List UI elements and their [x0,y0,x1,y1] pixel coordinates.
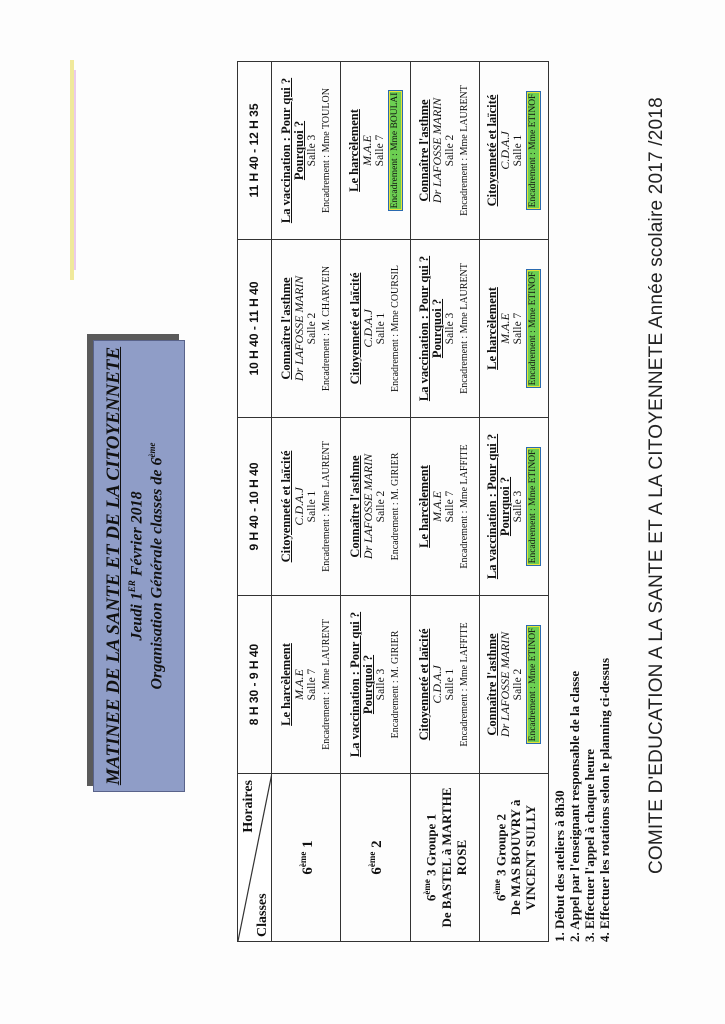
room-label: Salle 7 [444,490,457,523]
banner-organisation: Organisation Générale classes de 6ème [147,442,166,690]
schedule-table [237,61,549,942]
supervisor-line [525,240,541,417]
session-cell [272,418,341,596]
supervisor-label: Encadrement : Mme TOULON [320,88,332,213]
activity-title: Le harcèlement [417,465,432,548]
room-label: Salle 1 [444,668,457,701]
activity-speaker: Dr LAFOSSE MARIN [430,97,445,204]
supervisor-label: Encadrement : Mme COURSIL [389,265,401,392]
note-item: 4. Effectuer les rotations selon le planning ci-dessus [597,657,612,942]
supervisor-line [525,596,541,773]
supervisor-line [319,596,333,773]
activity-title: Le harcèlement [346,109,361,192]
supervisor-label: Encadrement : Mme LAURENT [320,441,332,572]
class-range-line: VINCENT SULLY [523,804,539,911]
activity-title: Connaître l'asthme [417,99,432,202]
activity-speaker: Dr LAFOSSE MARIN [498,631,513,738]
session-cell [272,62,341,240]
activity-title: La vaccination : Pour qui ? Pourquoi ? [347,611,375,758]
room-label: Salle 7 [305,668,318,701]
class-cell [479,774,548,942]
banner-title: MATINEE DE LA SANTE ET DE LA CITOYENNETE [103,346,124,786]
room-label: Salle 2 [512,668,525,701]
activity-speaker: M.A.E [359,135,374,166]
activity-title: Citoyenneté et laïcité [278,450,293,563]
session-cell [341,62,410,240]
room-label: Salle 3 [305,134,318,167]
supervisor-line [457,62,471,239]
class-label: 6ème 3 Groupe 1 [422,813,439,902]
session-cell [410,418,479,596]
supervisor-line [319,418,333,595]
activity-title: Le harcèlement [485,287,500,370]
supervisor-label: Encadrement : M. CHARVEIN [320,265,332,392]
supervisor-line [457,240,471,417]
activity-title: Connaître l'asthme [278,277,293,380]
supervisor-line [319,240,333,417]
note-item: 2. Appel par l'enseignant responsable de la classe [567,670,582,942]
activity-title: Citoyenneté et laïcité [485,94,500,207]
activity-title: Connaître l'asthme [485,633,500,736]
activity-title: Connaître l'asthme [347,455,362,558]
room-label: Salle 2 [305,312,318,345]
activity-title: La vaccination : Pour qui ? Pourquoi ? [485,433,513,580]
supervisor-label: Encadrement : Mme LAFFITE [459,444,471,569]
time-slot-header: 10 H 40 - 11 H 40 [238,240,272,418]
table-row [272,62,341,942]
supervisor-label: Encadrement : Mme BOULAI [388,90,403,212]
supervisor-line [387,62,403,239]
session-cell [479,596,548,774]
class-label: 6ème 3 Groupe 2 [491,813,509,902]
class-label: 6ème 2 [367,840,386,875]
room-label: Salle 7 [373,134,386,167]
corner-cell [238,774,272,942]
activity-speaker: C.D.A.J [360,309,375,348]
supervisor-label: Encadrement : M. GIRIER [389,630,401,739]
room-label: Salle 1 [512,134,525,167]
time-slot-header: 8 H 30 - 9 H 40 [238,596,272,774]
supervisor-label: Encadrement : Mme ETINOF [526,269,541,389]
supervisor-line [525,62,541,239]
supervisor-line [457,596,471,773]
supervisor-label: Encadrement : Mme LAFFITE [459,622,471,747]
supervisor-line [319,62,333,239]
class-label: 6ème 1 [298,840,317,875]
class-range-line: De MAS BOUVRY à [508,799,524,916]
supervisor-line [388,240,402,417]
room-label: Salle 7 [512,312,525,345]
table-row [479,62,548,942]
activity-title: La vaccination : Pour qui ? Pourquoi ? [278,77,306,224]
table-row [410,62,479,942]
session-cell [272,240,341,418]
supervisor-label: Encadrement : Mme LAURENT [459,263,471,394]
supervisor-line [457,418,471,595]
session-cell [341,596,410,774]
activity-title: La vaccination : Pour qui ? Pourquoi ? [417,255,445,402]
room-label: Salle 2 [374,490,387,523]
time-slot-header: 11 H 40 - 12 H 35 [238,62,272,240]
activity-speaker: M.A.E [430,491,445,522]
activity-title: Citoyenneté et laïcité [417,628,432,741]
activity-speaker: C.D.A.J [291,487,306,526]
supervisor-line [525,418,541,595]
activity-speaker: M.A.E [291,669,306,700]
document-header: COMITE D'EDUCATION A LA SANTE ET A LA CITOYENNETE Année scolaire 2017 /2018 [646,97,667,874]
session-cell [341,240,410,418]
room-label: Salle 1 [305,490,318,523]
activity-speaker: C.D.A.J [498,131,513,170]
class-range-line: De BASTEL à MARTHE [438,787,454,928]
corner-horaires-label: Horaires [241,780,256,833]
session-cell [410,240,479,418]
room-label: Salle 2 [444,134,457,167]
banner-date: Jeudi 1ER Février 2018 [127,491,146,641]
session-cell [479,240,548,418]
room-label: Salle 1 [374,312,387,345]
session-cell [341,418,410,596]
class-cell [410,774,479,942]
corner-classes-label: Classes [255,893,271,937]
activity-title: Citoyenneté et laïcité [347,272,362,385]
activity-speaker: Dr LAFOSSE MARIN [360,453,375,560]
session-cell [479,418,548,596]
supervisor-label: Encadrement : Mme LAURENT [320,619,332,750]
title-banner [93,340,185,792]
activity-title: Le harcèlement [278,643,293,726]
room-label: Salle 3 [444,312,457,345]
note-item: 3. Effectuer l'appel à chaque heure [582,748,597,942]
activity-speaker: C.D.A.J [430,665,445,704]
supervisor-label: Encadrement : Mme ETINOF [526,625,541,745]
class-cell [341,774,410,942]
supervisor-label: Encadrement : Mme LAURENT [459,85,471,216]
supervisor-label: Encadrement : M. GIRIER [389,452,401,561]
note-item: 1. Début des ateliers à 8h30 [552,790,567,942]
table-header-row [238,62,272,942]
session-cell [410,62,479,240]
room-label: Salle 3 [512,490,525,523]
activity-speaker: M.A.E [498,313,513,344]
supervisor-label: Encadrement : Mme ETINOF [526,447,541,567]
supervisor-line [388,596,402,773]
class-cell [272,774,341,942]
class-range-line: ROSE [453,839,469,876]
session-cell [272,596,341,774]
supervisor-label: Encadrement : Mme ETINOF [526,91,541,211]
session-cell [410,596,479,774]
activity-speaker: Dr LAFOSSE MARIN [291,275,306,382]
table-row [341,62,410,942]
supervisor-line [388,418,402,595]
session-cell [479,62,548,240]
time-slot-header: 9 H 40 - 10 H 40 [238,418,272,596]
room-label: Salle 3 [374,668,387,701]
notes-list [552,658,612,942]
